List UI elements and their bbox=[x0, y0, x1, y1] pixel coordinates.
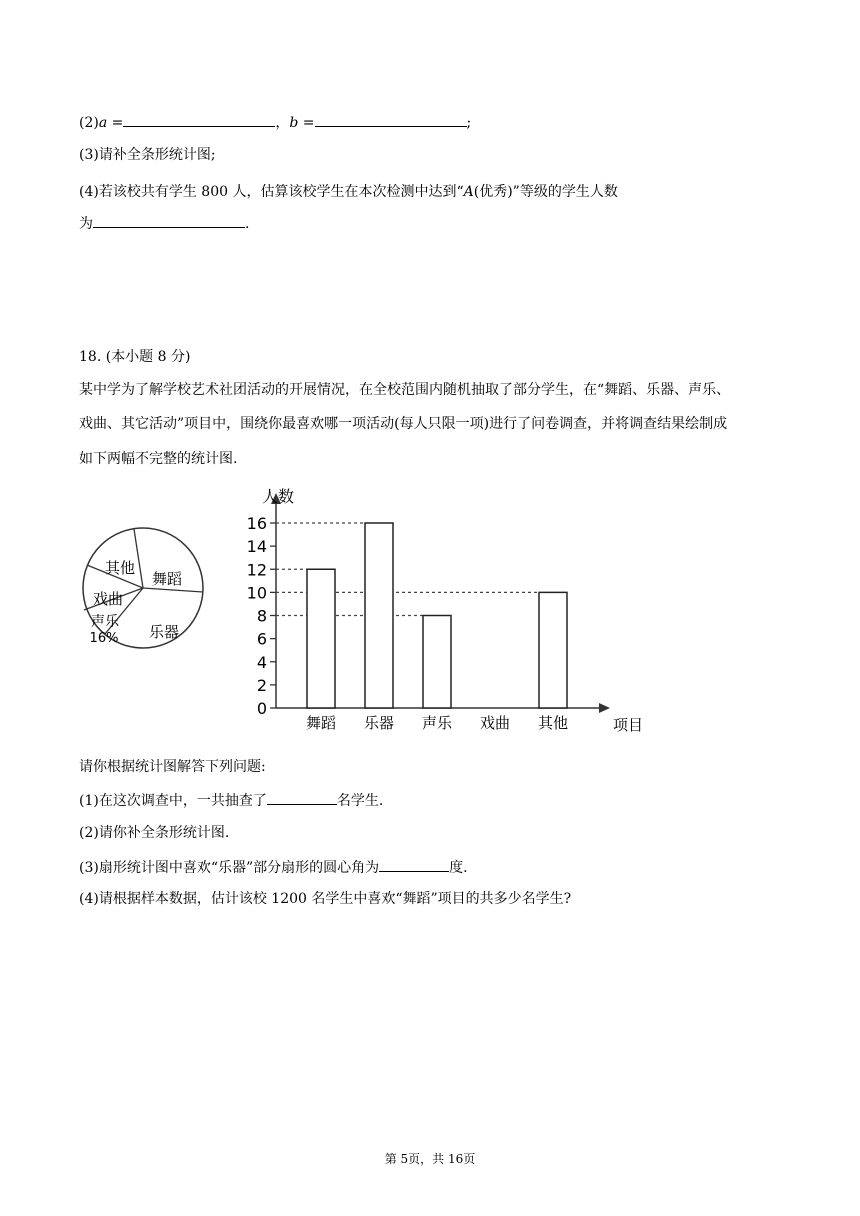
period: . bbox=[245, 216, 250, 232]
question-header: 18. (本小题 8 分) bbox=[79, 349, 191, 365]
y-tick-label: 12 bbox=[246, 560, 267, 580]
pie-label-dance: 舞蹈 bbox=[151, 570, 183, 588]
pie-label-vocal-percent: 16% bbox=[89, 631, 119, 646]
x-category-label: 其他 bbox=[537, 714, 569, 732]
semicolon: ; bbox=[466, 115, 472, 131]
answer-blank-a[interactable] bbox=[123, 112, 275, 127]
part-4-text-end: (优秀)”等级的学生人数 bbox=[473, 184, 618, 200]
pie-label-vocal: 声乐 bbox=[91, 614, 119, 630]
figure-svg bbox=[75, 480, 645, 742]
variable-b: b bbox=[289, 115, 299, 131]
x-category-label: 戏曲 bbox=[479, 714, 511, 732]
y-tick-label: 8 bbox=[256, 606, 267, 626]
bar-0 bbox=[307, 569, 335, 708]
y-tick-label: 10 bbox=[246, 583, 267, 603]
grade-a: A bbox=[463, 184, 474, 200]
sub-question-1-text: (1)在这次调查中，一共抽查了 bbox=[79, 793, 267, 809]
sub-question-2: (2)请你补全条形统计图. bbox=[79, 825, 230, 841]
prev-question-part-4-line2 bbox=[79, 213, 249, 234]
pie-label-opera: 戏曲 bbox=[92, 590, 124, 608]
y-tick-label: 14 bbox=[246, 537, 267, 557]
page-footer: 第 5页，共 16页 bbox=[384, 1152, 476, 1166]
y-axis-label: 人数 bbox=[261, 487, 295, 506]
pie-label-instrument: 乐器 bbox=[148, 623, 180, 641]
y-tick-label: 6 bbox=[256, 629, 267, 649]
sub-question-4: (4)请根据样本数据，估计该校 1200 名学生中喜欢“舞蹈”项目的共多少名学生? bbox=[79, 891, 572, 907]
part-number: (2) bbox=[79, 115, 99, 131]
x-category-label: 声乐 bbox=[421, 714, 453, 732]
x-axis-label: 项目 bbox=[612, 716, 644, 734]
sub-question-1 bbox=[79, 790, 383, 811]
bars bbox=[307, 523, 567, 708]
x-category-label: 乐器 bbox=[363, 714, 395, 732]
y-tick-label: 4 bbox=[256, 652, 267, 672]
prev-question-part-3: (3)请补全条形统计图; bbox=[79, 147, 216, 163]
answer-blank-b[interactable] bbox=[315, 112, 467, 127]
pie-label-other: 其他 bbox=[104, 559, 136, 577]
y-tick-label: 2 bbox=[256, 675, 267, 695]
prev-question-part-4 bbox=[79, 182, 618, 202]
sub-question-3-text: (3)扇形统计图中喜欢“乐器”部分扇形的圆心角为 bbox=[79, 860, 380, 876]
sub-question-1-end: 名学生. bbox=[336, 793, 384, 809]
bar-2 bbox=[423, 616, 451, 709]
sub-question-3-end: 度. bbox=[449, 860, 468, 876]
questions-intro: 请你根据统计图解答下列问题: bbox=[79, 759, 266, 775]
bar-4 bbox=[539, 592, 567, 708]
part-4-text: (4)若该校共有学生 800 人，估算该校学生在本次检测中达到“ bbox=[79, 184, 464, 200]
question-stem-line-3: 如下两幅不完整的统计图. bbox=[79, 451, 238, 467]
equals-sign: = bbox=[298, 115, 315, 131]
y-ticks bbox=[247, 514, 276, 718]
part-4-prefix: 为 bbox=[79, 216, 93, 232]
answer-blank-count[interactable] bbox=[93, 213, 245, 228]
bar-1 bbox=[365, 523, 393, 708]
x-axis-arrow bbox=[599, 703, 610, 713]
question-stem-line-1: 某中学为了解学校艺术社团活动的开展情况，在全校范围内随机抽取了部分学生，在“舞蹈、乐器、声乐、 bbox=[79, 382, 731, 398]
question-stem-line-2: 戏曲、其它活动”项目中，围绕你最喜欢哪一项活动(每人只限一项)进行了问卷调查，并将调查结果绘制成 bbox=[79, 416, 728, 432]
answer-blank-total[interactable] bbox=[267, 790, 337, 805]
separator: ， bbox=[275, 115, 290, 131]
variable-a: a bbox=[98, 115, 108, 131]
sub-question-3 bbox=[79, 857, 468, 878]
statistics-figure bbox=[75, 480, 645, 742]
y-tick-label: 16 bbox=[246, 514, 267, 533]
x-category-label: 舞蹈 bbox=[305, 714, 337, 732]
prev-question-part-2 bbox=[79, 112, 471, 133]
bar-chart bbox=[247, 487, 643, 734]
equals-sign: = bbox=[107, 115, 124, 131]
x-categories bbox=[306, 714, 568, 732]
pie-chart bbox=[83, 528, 203, 648]
y-tick-label: 0 bbox=[256, 699, 267, 718]
answer-blank-angle[interactable] bbox=[379, 857, 449, 872]
